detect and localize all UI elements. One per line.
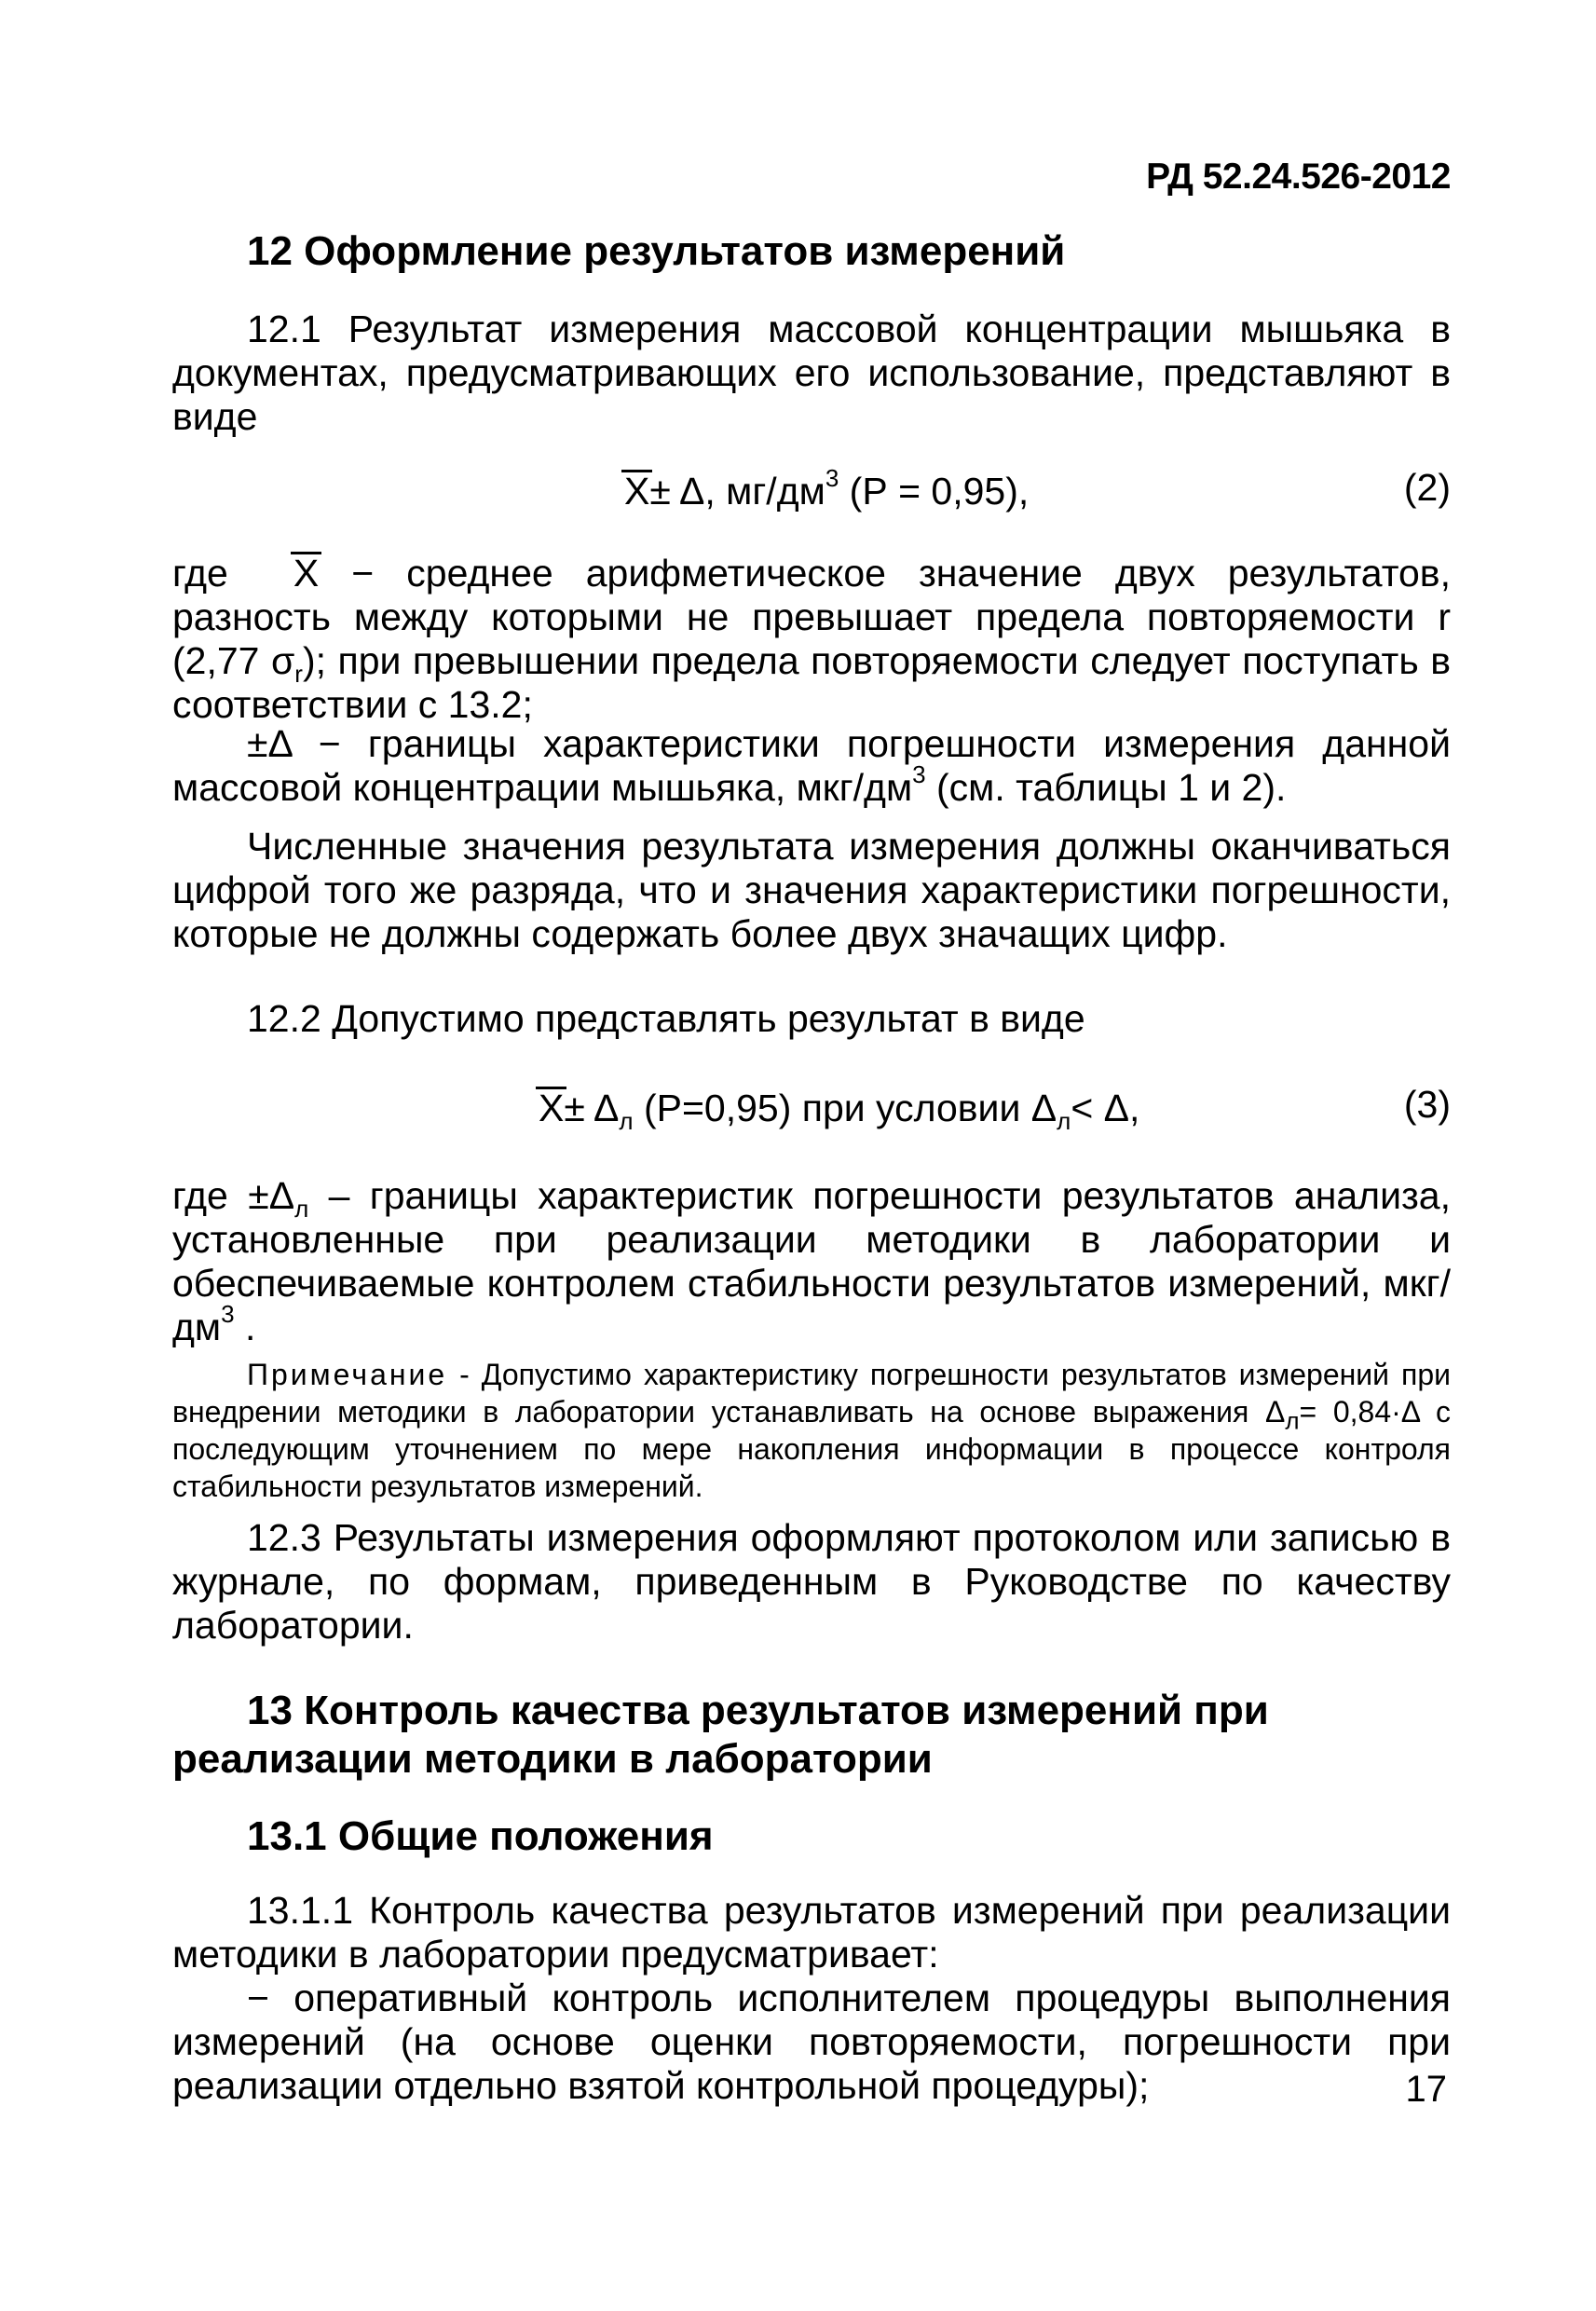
formula-2-text: ± Δ, мг/дм xyxy=(649,470,825,513)
note-label: Примечание xyxy=(247,1358,448,1391)
where-x-definition xyxy=(172,548,1451,727)
where-delta-lab-definition xyxy=(172,1174,1451,1349)
unit-exponent: 3 xyxy=(221,1300,235,1329)
formula-3-expression xyxy=(539,1083,1140,1136)
lab-subscript: л xyxy=(1057,1107,1071,1136)
unit-exponent: 3 xyxy=(825,464,839,493)
paragraph-numeric-values: Численные значения результата измерения должны оканчиваться цифрой того же разряда, что и значения характеристики погрешности, которые не должны содержать более двух значащих цифр. xyxy=(172,825,1451,955)
paragraph-12-2: 12.2 Допустимо представлять результат в виде xyxy=(247,997,1085,1040)
document-code-header: РД 52.24.526-2012 xyxy=(1146,157,1451,197)
note-block xyxy=(172,1356,1451,1505)
note-text: - Допустимо характеристику погрешности результатов измерений при внедрении методики в лаборатории устанавливать на основе выражения Δ xyxy=(172,1358,1451,1429)
section-13-heading: 13 Контроль качества результатов измерений при реализации методики в лаборатории xyxy=(172,1688,1269,1782)
where-delta-text: ±Δ − границы характеристики погрешности измерения данной массовой концентрации мышьяка, мкг/дм xyxy=(172,722,1451,809)
page-number: 17 xyxy=(1405,2069,1447,2110)
note-text-end: = 0,84·Δ с последующим уточнением по мере накопления информации в процессе контроля стабильности результатов измерений. xyxy=(172,1395,1451,1503)
where-dl-text: где ±Δ xyxy=(172,1174,295,1217)
formula-3-condition: (Р=0,95) при условии Δ xyxy=(633,1087,1057,1129)
paragraph-12-1: 12.1 Результат измерения массовой концентрации мышьяка в документах, предусматривающих его использование, представляют в виде xyxy=(172,308,1451,438)
where-dl-text-end: . xyxy=(234,1306,256,1348)
where-delta-text-end: (см. таблицы 1 и 2). xyxy=(925,766,1287,809)
formula-3-number: (3) xyxy=(1403,1083,1451,1126)
formula-2-expression xyxy=(624,466,1029,513)
lab-subscript: л xyxy=(1285,1406,1300,1435)
unit-exponent: 3 xyxy=(912,760,926,789)
bullet-operational-control: − оперативный контроль исполнителем процедуры выполнения измерений (на основе оценки повторяемости, погрешности при реализации отдельно взятой контрольной процедуры); xyxy=(172,1976,1451,2107)
formula-2-number: (2) xyxy=(1403,466,1451,509)
where-x-text-end: ); при превышении предела повторяемости следует поступать в соответствии с 13.2; xyxy=(172,639,1451,726)
where-dl-text-body: – границы характеристик погрешности результатов анализа, установленные при реализации методики в лаборатории и обеспечиваемые контролем стабильности результатов измерений, мкг/дм xyxy=(172,1174,1451,1348)
section-12-heading: 12 Оформление результатов измерений xyxy=(247,228,1066,274)
where-delta-definition xyxy=(172,722,1451,810)
x-bar-symbol: X xyxy=(539,1083,564,1130)
where-label: где xyxy=(172,552,261,595)
formula-3-text: ± Δ xyxy=(564,1087,620,1129)
where-x-text: − среднее арифметическое значение двух результатов, разность между которыми не превышает предела повторяемости r (2,77 σ xyxy=(172,552,1451,682)
paragraph-13-1-1: 13.1.1 Контроль качества результатов измерений при реализации методики в лаборатории предусматривает: xyxy=(172,1889,1451,1976)
formula-3-end: < Δ, xyxy=(1071,1087,1140,1129)
sigma-subscript: r xyxy=(294,660,303,689)
x-bar-symbol: X xyxy=(293,548,319,595)
section-13-1-heading: 13.1 Общие положения xyxy=(247,1813,714,1859)
formula-2-condition: (Р = 0,95), xyxy=(839,470,1030,513)
lab-subscript: л xyxy=(619,1107,634,1136)
lab-subscript: л xyxy=(294,1195,309,1224)
paragraph-12-3: 12.3 Результаты измерения оформляют протоколом или записью в журнале, по формам, приведенным в Руководстве по качеству лаборатории. xyxy=(172,1516,1451,1647)
x-bar-symbol: X xyxy=(624,466,649,513)
